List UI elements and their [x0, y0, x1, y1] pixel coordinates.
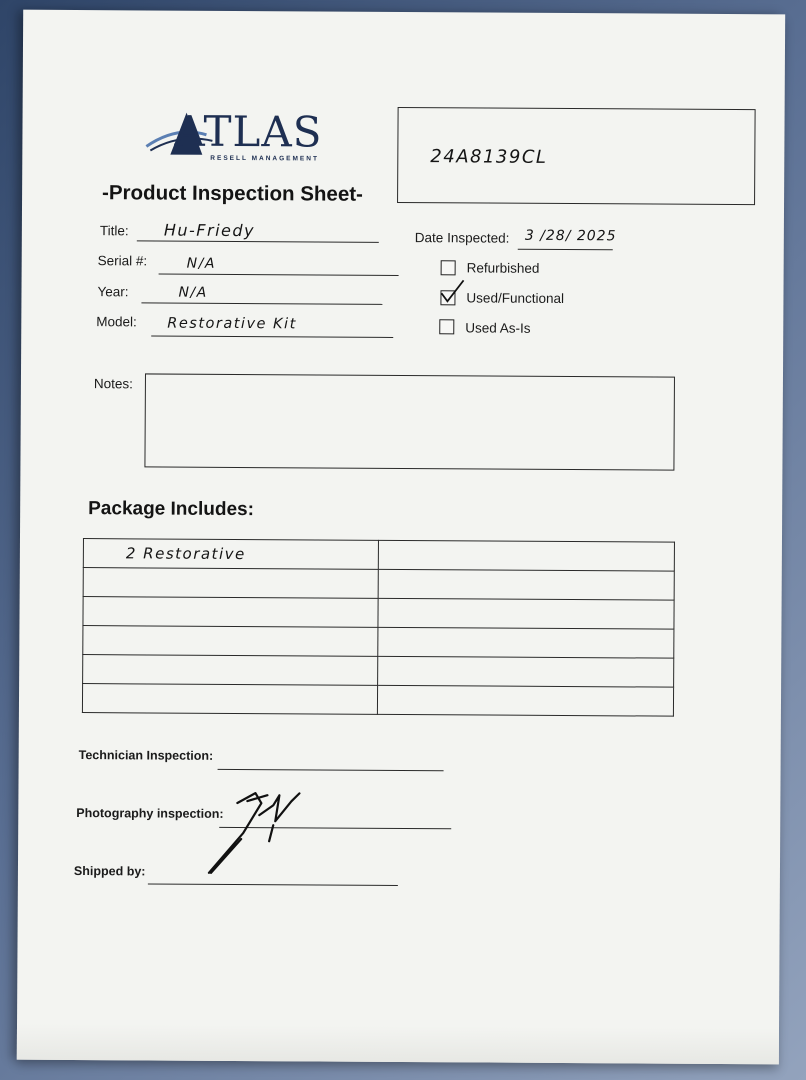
sheet-title: -Product Inspection Sheet-	[102, 181, 363, 206]
technician-label: Technician Inspection:	[78, 748, 214, 763]
table-row	[83, 568, 674, 601]
table-row	[83, 597, 674, 630]
serial-value: N/A	[186, 255, 216, 272]
notes-label: Notes:	[93, 376, 134, 392]
photography-label: Photography inspection:	[76, 806, 224, 821]
atlas-logo	[140, 102, 330, 165]
table-cell[interactable]	[83, 568, 378, 599]
table-cell[interactable]	[83, 539, 378, 570]
year-label: Year:	[97, 284, 129, 300]
model-label: Model:	[96, 314, 137, 330]
used-as-is-label: Used As-Is	[465, 320, 531, 336]
table-cell[interactable]	[83, 655, 378, 686]
model-value: Restorative Kit	[167, 315, 297, 333]
refurbished-checkbox[interactable]	[441, 260, 456, 275]
year-value: N/A	[178, 284, 208, 301]
table-cell[interactable]	[378, 569, 674, 600]
table-cell[interactable]	[82, 684, 377, 715]
serial-code-value: 24A8139CL	[430, 146, 548, 168]
package-item-value: 2 Restorative	[125, 543, 246, 563]
table-cell[interactable]	[378, 627, 674, 658]
year-line	[141, 302, 382, 304]
table-cell[interactable]	[378, 656, 674, 687]
logo-tagline: RESELL MANAGEMENT	[210, 154, 319, 163]
table-cell[interactable]	[83, 597, 378, 628]
date-inspected-value: 3 /28/ 2025	[524, 227, 617, 245]
notes-box[interactable]	[144, 373, 675, 470]
used-as-is-checkbox[interactable]	[439, 319, 454, 334]
title-label: Title:	[99, 223, 129, 239]
table-row	[82, 684, 673, 717]
table-row	[83, 539, 674, 572]
technician-line[interactable]	[218, 769, 444, 771]
refurbished-label: Refurbished	[466, 260, 540, 276]
title-value: Hu-Friedy	[163, 220, 256, 241]
package-heading: Package Includes:	[88, 498, 255, 521]
checkmark-icon	[439, 278, 465, 304]
package-table	[82, 538, 675, 717]
model-line	[151, 335, 393, 337]
date-inspected-label: Date Inspected:	[414, 230, 510, 246]
shipped-by-line[interactable]	[148, 883, 398, 886]
inspection-sheet	[17, 10, 785, 1065]
table-row	[83, 626, 674, 659]
serial-line	[159, 274, 399, 276]
serial-label: Serial #:	[97, 253, 148, 269]
table-row	[83, 655, 674, 688]
shipped-by-label: Shipped by:	[73, 864, 146, 879]
table-cell[interactable]	[378, 598, 674, 629]
serial-code-box	[397, 107, 756, 205]
signature-image	[203, 781, 314, 882]
title-line	[137, 240, 379, 242]
table-cell[interactable]	[83, 626, 378, 657]
used-functional-label: Used/Functional	[466, 290, 565, 306]
table-cell[interactable]	[378, 540, 674, 571]
logo-wordmark: ATLAS	[174, 106, 323, 157]
date-inspected-line	[518, 249, 613, 251]
table-cell[interactable]	[377, 685, 673, 716]
